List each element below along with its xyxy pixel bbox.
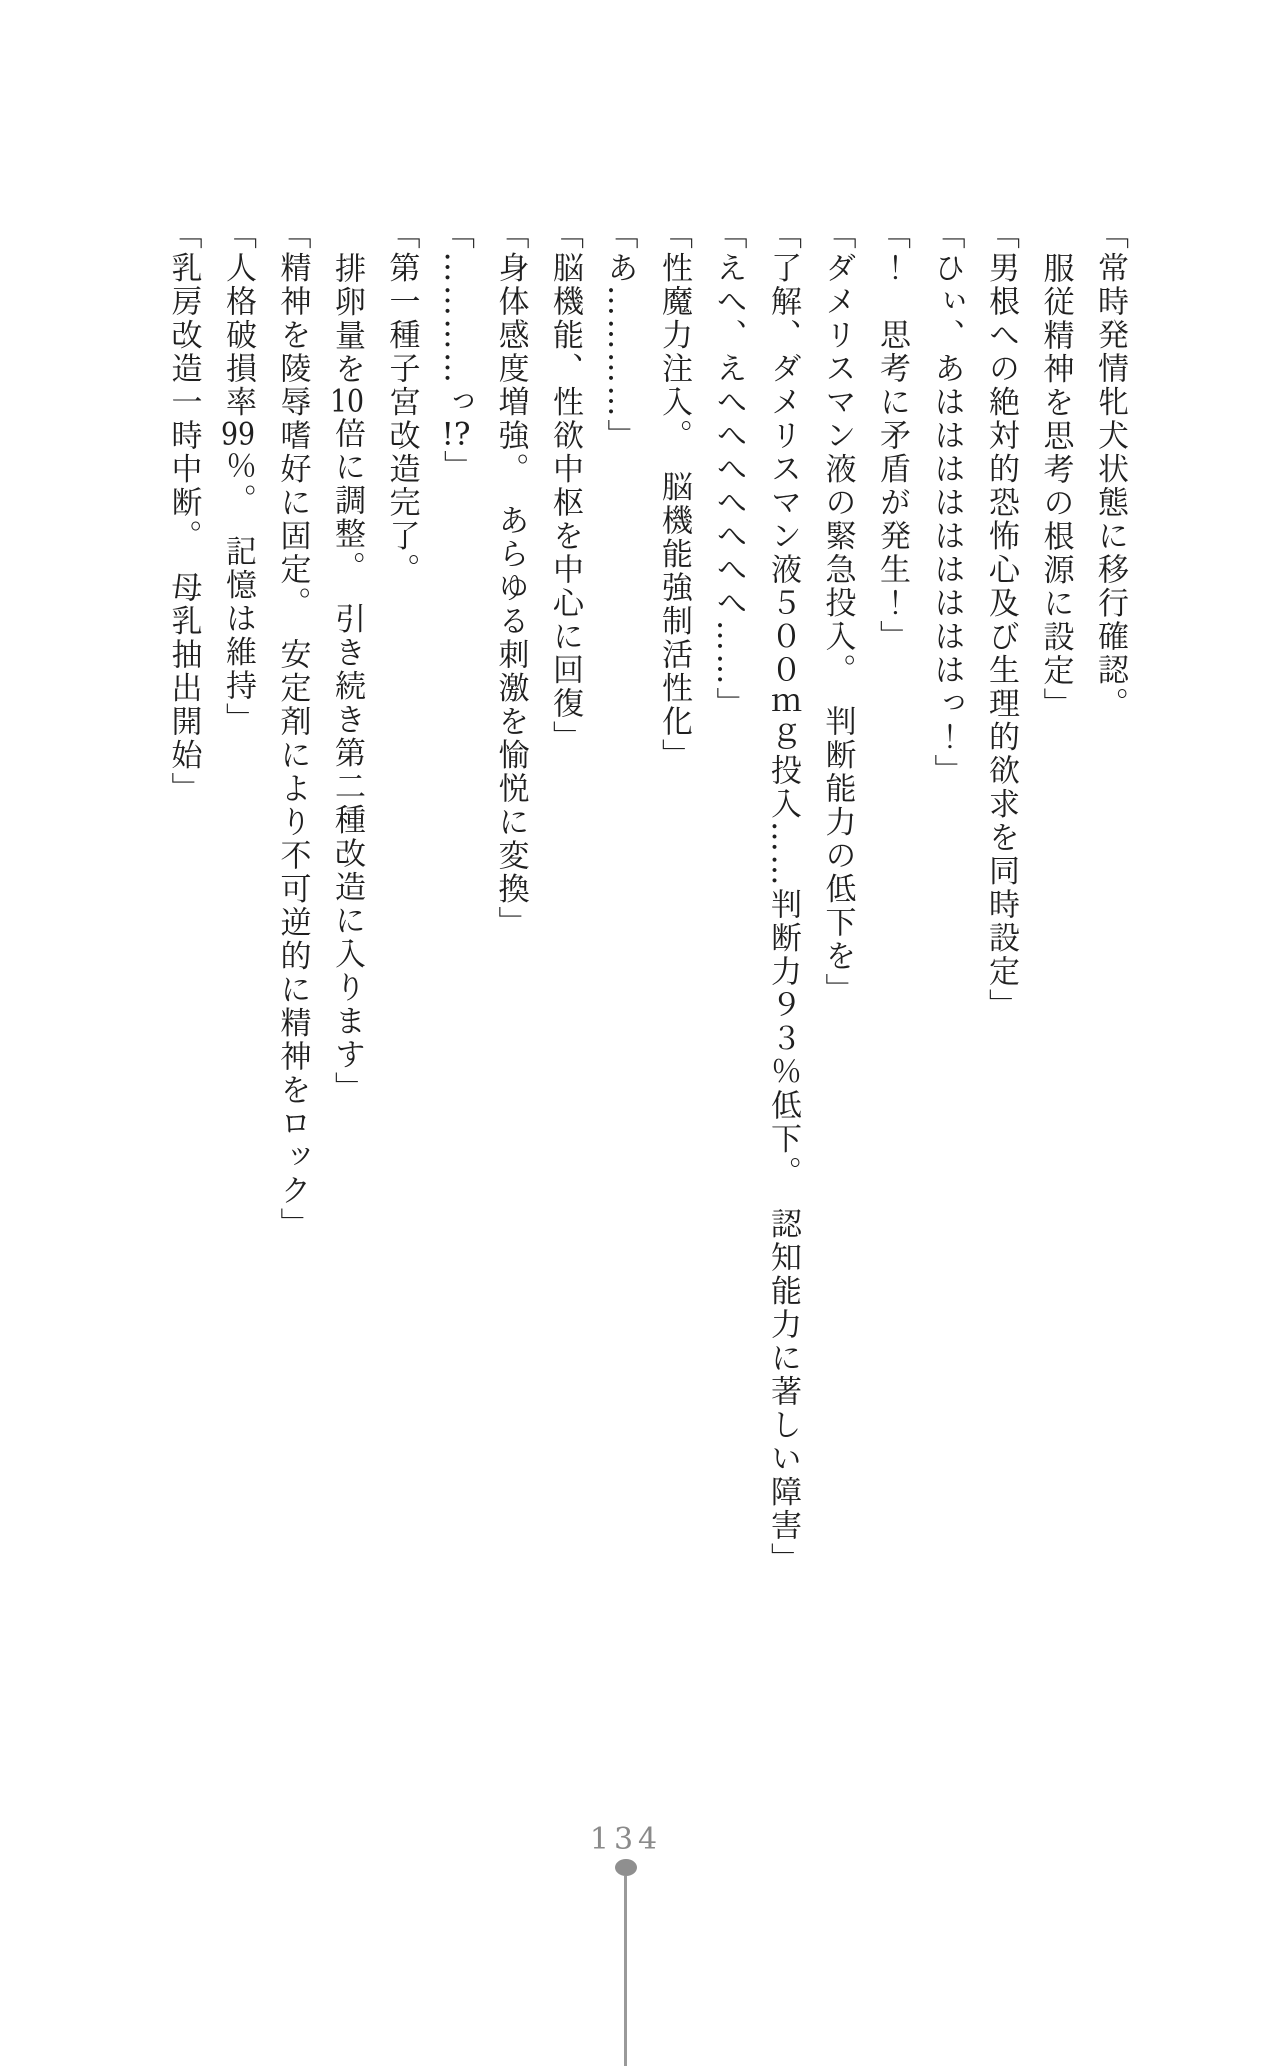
dialogue-line <box>647 218 702 1598</box>
dialogue-line <box>756 218 811 1598</box>
dialogue-line <box>974 218 1029 1598</box>
line-text: 「性魔力注入。 脳機能強制活性化」 <box>656 218 692 772</box>
dialogue-line <box>1028 218 1083 1598</box>
line-text: 「あ…………」 <box>601 218 638 453</box>
line-text: 「乳房改造一時中断。 母乳抽出開始」 <box>165 218 202 806</box>
dialogue-line <box>320 218 375 1598</box>
dialogue-line <box>1083 218 1138 1598</box>
line-text: 「…………っ <box>438 218 474 419</box>
text-block <box>156 218 1137 1598</box>
line-text: 「えへ、えへへへへへへへ……」 <box>710 218 747 721</box>
dialogue-line <box>865 218 920 1598</box>
dialogue-line <box>538 218 593 1598</box>
line-text: 」 <box>438 450 474 484</box>
line-text: 「第一種子宮改造完了。 <box>383 218 420 587</box>
line-text: 「脳機能、性欲中枢を中心に回復」 <box>547 218 583 754</box>
dialogue-line <box>810 218 865 1598</box>
line-text: 「ダメリスマン液の緊急投入。 判断能力の低下を」 <box>819 218 856 1007</box>
line-text: 「身体感度増強。 あらゆる刺激を愉悦に変換」 <box>492 218 529 940</box>
line-text: 排卵量を <box>329 251 365 386</box>
line-text: 「了解、ダメリスマン液５００ｍｇ投入……判断力９３％低下。 認知能力に著しい障害」 <box>765 218 801 1576</box>
line-text: 服従精神を思考の根源に設定」 <box>1037 251 1074 721</box>
line-text: 「人格破損率 <box>220 218 256 419</box>
tatechuyoko-text: 99 <box>220 419 256 450</box>
page-number: 134 <box>589 1822 663 1857</box>
dialogue-line <box>156 218 211 1598</box>
dialogue-line <box>265 218 320 1598</box>
line-text: ％。 記憶は維持」 <box>220 450 256 736</box>
line-text: 「常時発情牝犬状態に移行確認。 <box>1092 218 1128 721</box>
line-text: 「男根への絶対的恐怖心及び生理的欲求を同時設定」 <box>983 218 1019 1022</box>
dialogue-line <box>919 218 974 1598</box>
tatechuyoko-text: !? <box>441 419 471 450</box>
dialogue-line <box>429 218 484 1598</box>
tatechuyoko-text: 10 <box>329 385 365 417</box>
line-text: 倍に調整。 引き続き第二種改造に入ります」 <box>329 416 365 1105</box>
dialogue-line <box>374 218 429 1598</box>
footer-ornament-rule <box>624 1876 627 2066</box>
footer-ornament-dot-icon <box>615 1859 637 1876</box>
dialogue-line <box>211 218 266 1598</box>
line-text: 「精神を陵辱嗜好に固定。 安定剤により不可逆的に精神をロック」 <box>274 218 311 1241</box>
line-text: 「！ 思考に矛盾が発生！」 <box>874 218 910 654</box>
line-text: 「ひぃ、あはははははははははっ！」 <box>928 218 965 788</box>
dialogue-line <box>701 218 756 1598</box>
dialogue-line <box>592 218 647 1598</box>
dialogue-line <box>483 218 538 1598</box>
